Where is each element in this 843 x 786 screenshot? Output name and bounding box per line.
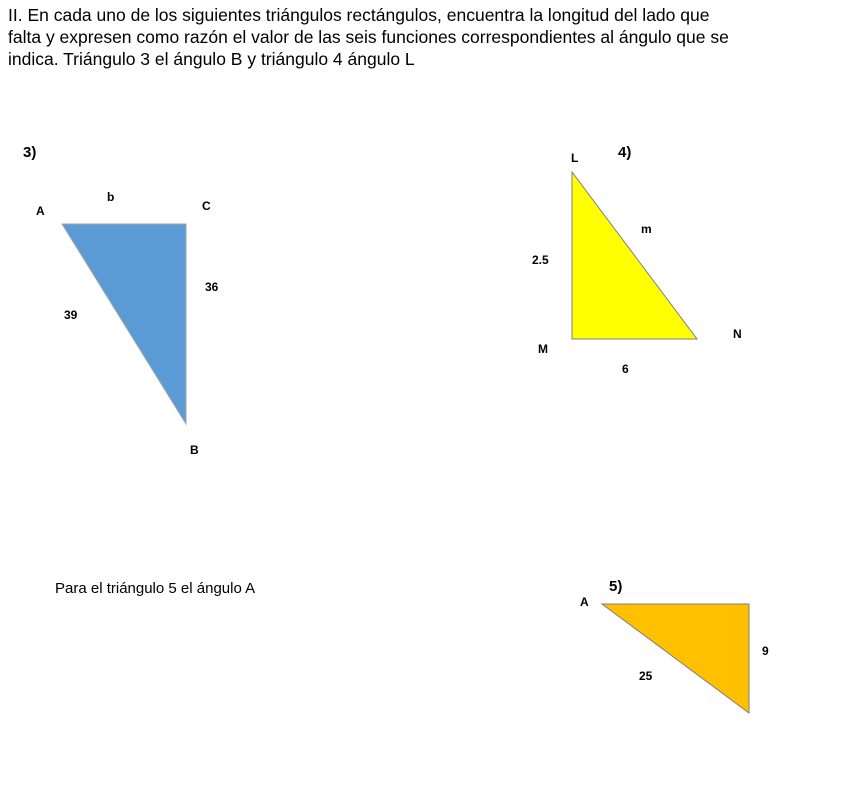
triangle-3-vertex-a-label: A [36, 204, 45, 218]
triangle-3-side-bc-label: 36 [205, 280, 219, 294]
triangle-5-side-vertical-label: 9 [762, 644, 769, 658]
triangle-3-vertex-b-label: B [190, 443, 199, 457]
triangle-5-caption: Para el triángulo 5 el ángulo A [55, 580, 256, 597]
triangle-4-vertex-n-label: N [733, 327, 742, 341]
triangle-4-side-m-label: m [641, 222, 652, 236]
triangle-3-vertex-c-label: C [202, 199, 211, 213]
triangle-5-side-hyp-label: 25 [639, 669, 653, 683]
instructions-line-2: falta y expresen como razón el valor de las seis funciones correspondientes al ángulo que se [8, 27, 729, 47]
triangle-4-side-mn-label: 6 [622, 362, 629, 376]
instructions-line-1: II. En cada uno de los siguientes triángulos rectángulos, encuentra la longitud del lado que [8, 5, 710, 25]
triangle-5-shape [602, 604, 749, 713]
triangle-5-vertex-a-label: A [580, 595, 589, 609]
triangle-4-vertex-m-label: M [538, 342, 548, 356]
triangle-4-side-lm-label: 2.5 [532, 253, 549, 267]
triangle-4-vertex-l-label: L [571, 151, 579, 165]
triangle-3-shape [62, 224, 186, 424]
triangle-4-number: 4) [618, 144, 632, 161]
triangle-5-number: 5) [609, 578, 623, 595]
triangle-3-side-ab-label: 39 [64, 308, 78, 322]
triangle-4-shape [572, 172, 697, 339]
triangle-3-side-b-label: b [107, 190, 115, 204]
triangle-3-number: 3) [23, 144, 37, 161]
instructions-line-3: indica. Triángulo 3 el ángulo B y triángulo 4 ángulo L [8, 49, 415, 69]
